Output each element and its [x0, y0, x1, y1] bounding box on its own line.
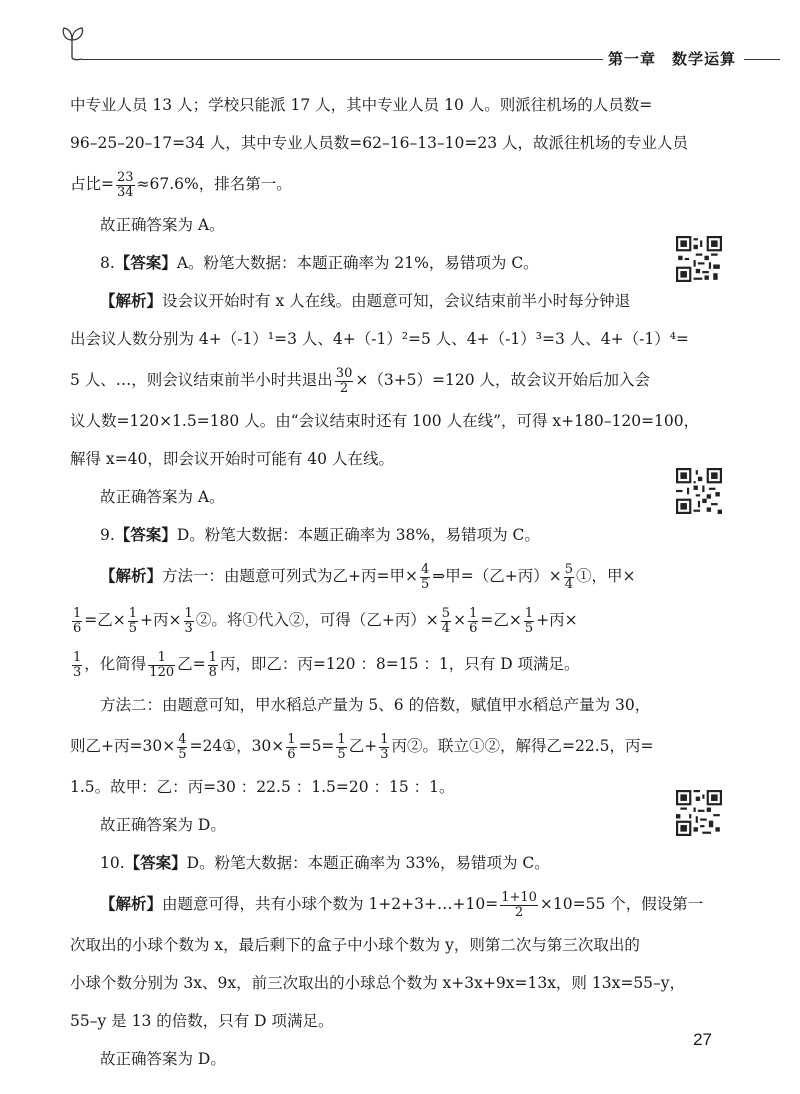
- question-10-analysis: 【解析】由题意可得，共有小球个数为 1+2+3+…+10= $\frac{1+10}{2}$ ×10=55 个，假设第一: [100, 889, 704, 920]
- question-8-answer: 8.【答案】A。粉笔大数据：本题正确率为 21%，易错项为 C。: [100, 254, 539, 272]
- fraction: $\frac{1}{3}$: [73, 649, 82, 680]
- text-line: 次取出的小球个数为 x，最后剩下的盒子中小球个数为 y，则第二次与第三次取出的: [70, 936, 640, 954]
- text-line: 占比= $\frac{23}{34}$ ≈67.6%，排名第一。: [70, 169, 292, 200]
- fraction: $\frac{5}{4}$: [564, 561, 573, 592]
- question-10-answer: 10.【答案】D。粉笔大数据：本题正确率为 33%，易错项为 C。: [100, 854, 550, 872]
- text-line: 55–y 是 13 的倍数，只有 D 项满足。: [70, 1012, 334, 1030]
- fraction: $\frac{1}{5}$: [128, 605, 138, 636]
- answer-line: 故正确答案为 A。: [100, 216, 225, 234]
- fraction: $\frac{30}{2}$: [335, 365, 353, 396]
- text-line: $\frac{1}{6}$ =乙× $\frac{1}{5}$ +丙× $\frac{1}{3}$ ②。将①代入②，可得（乙+丙）× $\frac{5}{4}$ × $\frac{1}{6}$ =乙× $\frac{1}{5}$ +丙×: [73, 605, 578, 636]
- fraction: $\frac{1}{5}$: [524, 605, 534, 636]
- text-line: 议人数=120×1.5=180 人。由“会议结束时还有 100 人在线”，可得 x+180–120=100，: [70, 412, 700, 430]
- fraction: $\frac{1}{3}$: [184, 605, 193, 636]
- header-rule-right: [744, 59, 780, 60]
- text-line: 96–25–20–17=34 人，其中专业人员数=62–16–13–10=23 人，故派往机场的专业人员: [70, 134, 689, 152]
- fraction: $\frac{1}{5}$: [337, 731, 346, 762]
- header-rule: [82, 59, 602, 60]
- sprout-icon: [60, 18, 90, 62]
- fraction: $\frac{1}{8}$: [208, 649, 217, 680]
- question-9-answer: 9.【答案】D。粉笔大数据：本题正确率为 38%，易错项为 C。: [100, 526, 540, 544]
- qr-code-icon[interactable]: [676, 236, 722, 282]
- qr-code-icon[interactable]: [676, 790, 722, 836]
- text-line: 解得 x=40，即会议开始时可能有 40 人在线。: [70, 450, 394, 468]
- text-line: 5 人、…，则会议结束前半小时共退出 $\frac{30}{2}$ ×（3+5）=120 人，故会议开始后加入会: [70, 365, 651, 396]
- text-line: 方法二：由题意可知，甲水稻总产量为 5、6 的倍数，赋值甲水稻总产量为 30，: [100, 696, 651, 714]
- text-line: $\frac{1}{3}$ ，化简得 $\frac{1}{120}$ 乙= $\frac{1}{8}$ 丙，即乙：丙=120 ：8=15 ：1，只有 D 项满足。: [73, 649, 580, 680]
- answer-line: 故正确答案为 D。: [100, 1050, 226, 1068]
- fraction: $\frac{4}{5}$: [420, 561, 430, 592]
- text-line: 1.5。故甲：乙：丙=30 ：22.5 ：1.5=20 ：15 ：1。: [70, 778, 455, 796]
- fraction: $\frac{1}{120}$: [149, 649, 175, 680]
- fraction: $\frac{1}{6}$: [469, 605, 478, 636]
- chapter-title: 第一章 数学运算: [604, 48, 740, 69]
- fraction: $\frac{4}{5}$: [178, 731, 187, 762]
- fraction: $\frac{1}{6}$: [287, 731, 296, 762]
- text-line: 小球个数分别为 3x、9x，前三次取出的小球总个数为 x+3x+9x=13x，则 13x=55–y，: [70, 974, 686, 992]
- page-number: 27: [693, 1030, 712, 1049]
- answer-line: 故正确答案为 A。: [100, 488, 225, 506]
- text-line: 中专业人员 13 人；学校只能派 17 人，其中专业人员 10 人。则派往机场的人员数=: [70, 96, 653, 114]
- fraction: $\frac{5}{4}$: [441, 605, 451, 636]
- question-8-analysis: 【解析】设会议开始时有 x 人在线。由题意可知，会议结束前半小时每分钟退: [100, 292, 631, 310]
- fraction: $\frac{1+10}{2}$: [501, 889, 537, 920]
- fraction: $\frac{23}{34}$: [117, 169, 134, 200]
- text-line: 出会议人数分别为 4+（-1）¹=3 人、4+（-1）²=5 人、4+（-1）³=3 人、4+（-1）⁴=: [70, 330, 689, 348]
- fraction: $\frac{1}{6}$: [73, 605, 82, 636]
- answer-line: 故正确答案为 D。: [100, 816, 226, 834]
- fraction: $\frac{1}{3}$: [380, 731, 389, 762]
- qr-code-icon[interactable]: [676, 468, 722, 514]
- text-line: 则乙+丙=30× $\frac{4}{5}$ =24①，30× $\frac{1}{6}$ =5= $\frac{1}{5}$ 乙+ $\frac{1}{3}$ 丙②。联立①②，解得乙=22.5，丙=: [70, 731, 654, 762]
- page-header: [60, 18, 780, 68]
- question-9-analysis: 【解析】方法一：由题意可列式为乙+丙=甲× $\frac{4}{5}$ ⇒甲=（乙+丙）× $\frac{5}{4}$ ①，甲×: [100, 561, 636, 592]
